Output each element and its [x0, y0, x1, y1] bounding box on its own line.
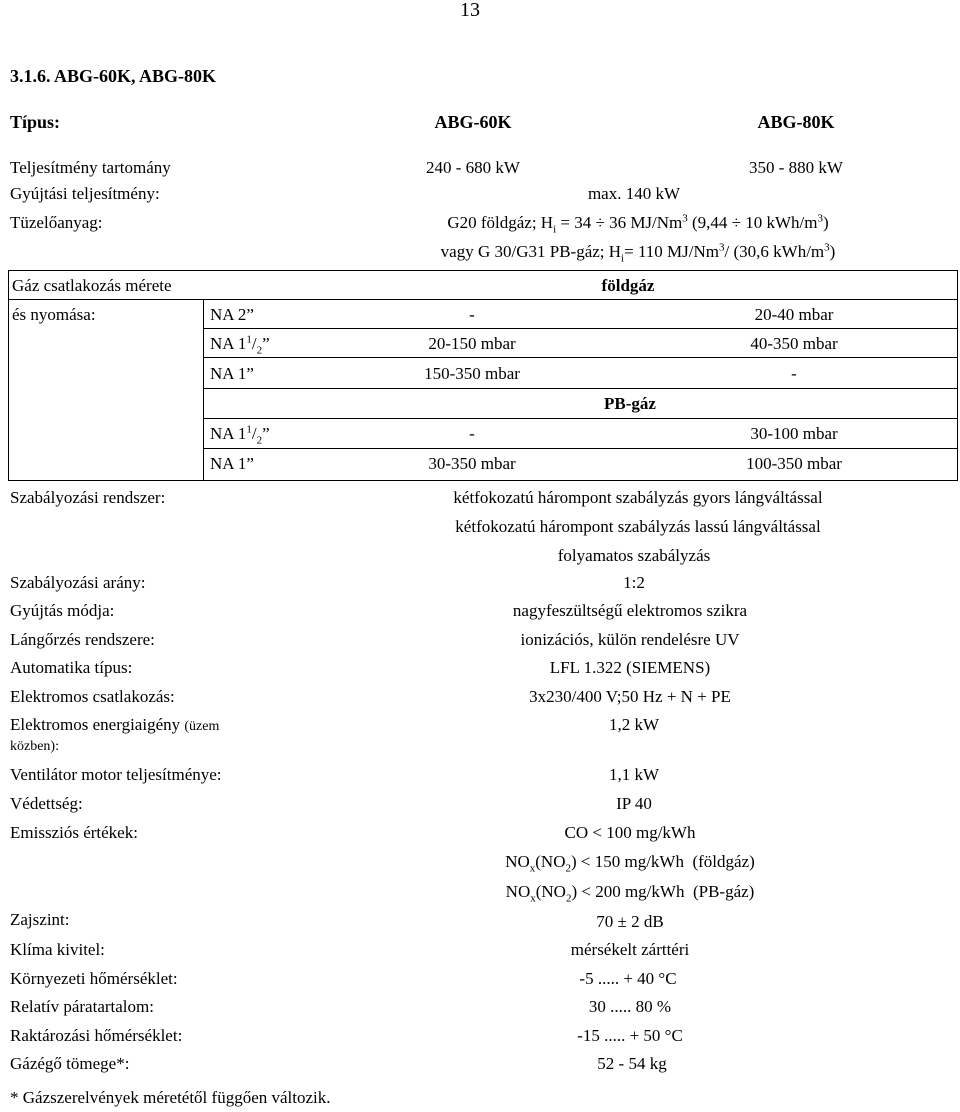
ng-row2-size: NA $1^1/_2$”: [210, 333, 270, 357]
emissions-label: Emissziós értékek:: [10, 823, 138, 842]
ng-row2-col2: 40-350 mbar: [750, 334, 838, 353]
ng-row3-size: NA 1”: [210, 364, 254, 383]
spec-value: 3x230/400 V;50 Hz + N + PE: [529, 687, 731, 706]
spec-label: Zajszint:: [10, 910, 70, 929]
lpg-row1-col2: 30-100 mbar: [750, 424, 838, 443]
spec-value: -15 ..... + 50 °C: [577, 1026, 683, 1045]
lpg-row2-size: NA 1”: [210, 454, 254, 473]
spec-label: Raktározási hőmérséklet:: [10, 1026, 183, 1045]
power-range-col1: 240 - 680 kW: [426, 158, 520, 177]
spec-label: Gázégő tömege*:: [10, 1054, 130, 1073]
ng-row1-size: NA 2”: [210, 305, 254, 324]
ng-row3-col1: 150-350 mbar: [424, 364, 520, 383]
energy-label: Elektromos energiaigény (üzem: [10, 715, 220, 734]
fuel-label: Tüzelőanyag:: [10, 213, 103, 232]
power-range-label: Teljesítmény tartomány: [10, 158, 171, 177]
lpg-row2-col2: 100-350 mbar: [746, 454, 842, 473]
fuel-line1: G20 földgáz; $H_i = 34 \div 36$ MJ/Nm$^3$ (9,44 ÷ 10 kWh/$m^3$): [447, 212, 829, 236]
control-system-value-2: kétfokozatú hárompont szabályzás lassú lángváltással: [455, 517, 821, 536]
control-system-value-1: kétfokozatú hárompont szabályzás gyors lángváltással: [453, 488, 823, 507]
power-range-col2: 350 - 880 kW: [749, 158, 843, 177]
type-label: Típus:: [10, 112, 61, 132]
spec-label: Környezeti hőmérséklet:: [10, 969, 178, 988]
section-title: 3.1.6. ABG-60K, ABG-80K: [10, 66, 217, 86]
ng-row1-col2: 20-40 mbar: [754, 305, 834, 324]
control-system-value-3: folyamatos szabályzás: [557, 546, 711, 565]
fuel-line2: vagy G 30/G31 PB-gáz; $H_i= 110$ MJ/Nm$^3$/ (30,6 kWh/$m^3$): [440, 241, 836, 265]
fan-label: Ventilátor motor teljesítménye:: [10, 765, 222, 784]
emissions-co: CO < 100 mg/kWh: [564, 823, 696, 842]
lpg-row1-size: NA $1^1/_2$”: [210, 423, 270, 447]
spec-label: Elektromos csatlakozás:: [10, 687, 175, 706]
footnote: * Gázszerelvények méretétől függően változik.: [10, 1088, 331, 1107]
energy-label-cont: közben):: [10, 739, 59, 754]
gas-connection-label: Gáz csatlakozás mérete: [12, 276, 172, 295]
protection-label: Védettség:: [10, 794, 83, 813]
spec-label: Gyújtás módja:: [10, 601, 115, 620]
spec-label: Lángőrzés rendszere:: [10, 630, 155, 649]
spec-value: 30 ..... 80 %: [588, 997, 672, 1016]
spec-value: 1:2: [623, 573, 645, 592]
ng-row1-col1: -: [469, 305, 475, 324]
type-col1: ABG-60K: [434, 112, 512, 132]
spec-value: nagyfeszültségű elektromos szikra: [512, 601, 748, 620]
lpg-row2-col1: 30-350 mbar: [428, 454, 516, 473]
control-system-label: Szabályozási rendszer:: [10, 488, 166, 507]
ignition-power-value: max. 140 kW: [587, 184, 681, 203]
gas-pressure-label: és nyomása:: [12, 305, 96, 324]
emissions-nox-lpg: $NO_x(NO_2) < 200$ mg/kWh (PB-gáz): [505, 882, 755, 905]
energy-value: 1,2 kW: [608, 715, 660, 734]
spec-value: 52 - 54 kg: [597, 1054, 667, 1073]
ng-row2-col1: 20-150 mbar: [428, 334, 516, 353]
spec-label: Klíma kivitel:: [10, 940, 105, 959]
spec-label: Relatív páratartalom:: [10, 997, 154, 1016]
spec-label: Automatika típus:: [10, 658, 133, 677]
ignition-power-label: Gyújtási teljesítmény:: [10, 184, 160, 203]
spec-value: 70 ± 2 dB: [596, 912, 664, 931]
spec-label: Szabályozási arány:: [10, 573, 146, 592]
protection-value: IP 40: [616, 794, 652, 813]
emissions-nox-ng: $NO_x(NO_2) < 150$ mg/kWh (földgáz): [505, 852, 755, 875]
spec-value: LFL 1.322 (SIEMENS): [549, 658, 711, 677]
lpg-row1-col1: -: [469, 424, 475, 443]
spec-value: -5 ..... + 40 °C: [579, 969, 677, 988]
fan-value: 1,1 kW: [608, 765, 660, 784]
page-number: 13: [460, 0, 480, 21]
type-col2: ABG-80K: [757, 112, 835, 132]
natural-gas-header: földgáz: [601, 276, 655, 295]
ng-row3-col2: -: [791, 364, 797, 383]
spec-value: mérsékelt zárttéri: [570, 940, 690, 959]
spec-value: ionizációs, külön rendelésre UV: [520, 630, 740, 649]
lpg-header: PB-gáz: [604, 394, 656, 413]
